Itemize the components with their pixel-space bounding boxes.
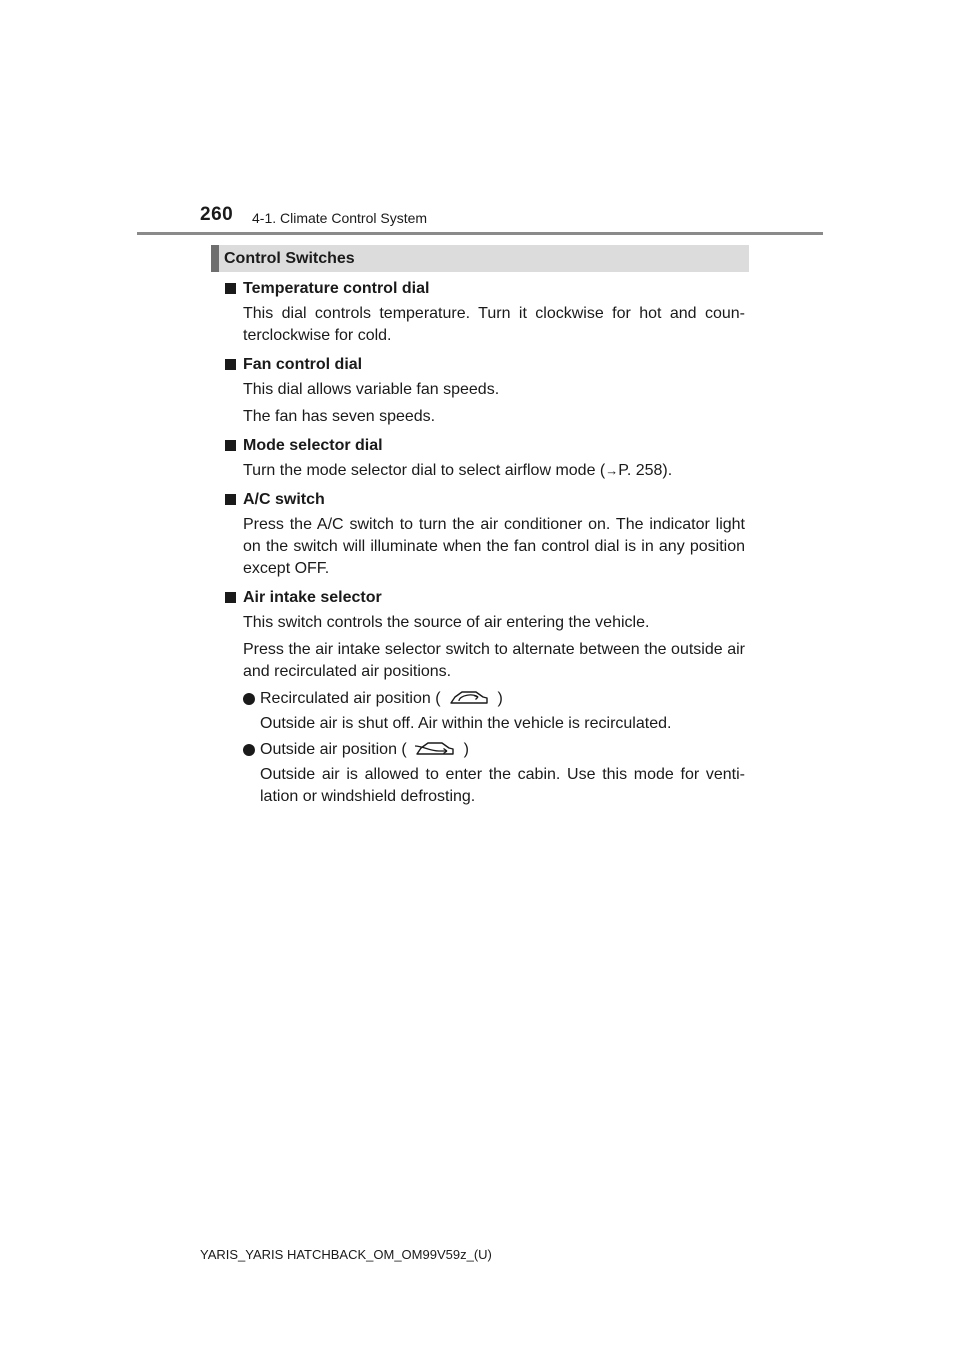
document-footer: YARIS_YARIS HATCHBACK_OM_OM99V59z_(U) — [200, 1247, 492, 1262]
page-number: 260 — [200, 204, 234, 225]
bullet-recirculated-air: Recirculated air position ( ) — [224, 688, 745, 710]
bullet-outside-air: Outside air position ( ) — [224, 739, 745, 761]
square-bullet-icon — [225, 592, 236, 603]
item-paragraph: The fan has seven speeds. — [243, 408, 436, 425]
item-ac-switch — [224, 489, 745, 580]
square-bullet-icon — [225, 494, 236, 505]
item-title: A/C switch — [224, 489, 745, 511]
item-paragraph: Press the air intake selector switch to alternate between the outside air and recirculated air positions. — [243, 641, 745, 680]
outside-air-icon — [413, 737, 457, 759]
round-bullet-icon — [243, 744, 255, 756]
item-paragraph: Turn the mode selector dial to select airflow mode (→P. 258). — [243, 462, 673, 479]
arrow-right-icon: → — [605, 463, 619, 478]
bullet-description: Outside air is shut off. Air within the vehicle is recirculated. — [260, 715, 672, 732]
item-paragraph: Press the A/C switch to turn the air conditioner on. The indicator light on the switch will illuminate when the fan control dial is in any position except OFF. — [243, 516, 745, 577]
item-title: Air intake selector — [224, 587, 745, 609]
square-bullet-icon — [225, 440, 236, 451]
recirculated-air-icon — [447, 686, 491, 708]
item-paragraph: This dial allows variable fan speeds. — [243, 381, 500, 398]
section-title: 4-1. Climate Control System — [252, 210, 428, 226]
page-reference-link[interactable]: P. 258). — [618, 462, 673, 479]
item-title: Temperature control dial — [224, 278, 745, 300]
bullet-description: Outside air is allowed to enter the cabin. Use this mode for venti-lation or windshield defrosting. — [260, 766, 745, 805]
square-bullet-icon — [225, 283, 236, 294]
section-heading: Control Switches — [224, 250, 355, 267]
round-bullet-icon — [243, 693, 255, 705]
item-title: Mode selector dial — [224, 435, 745, 457]
section-heading-bar — [211, 245, 749, 272]
item-title: Fan control dial — [224, 354, 745, 376]
header-divider — [137, 232, 823, 235]
item-air-intake-selector — [224, 587, 745, 808]
item-fan-control-dial — [224, 354, 745, 428]
square-bullet-icon — [225, 359, 236, 370]
item-mode-selector-dial — [224, 435, 745, 482]
item-paragraph: This switch controls the source of air entering the vehicle. — [243, 614, 650, 631]
item-paragraph: This dial controls temperature. Turn it clockwise for hot and coun-terclockwise for cold. — [243, 305, 745, 344]
content-body — [224, 278, 745, 815]
item-temperature-control-dial — [224, 278, 745, 347]
